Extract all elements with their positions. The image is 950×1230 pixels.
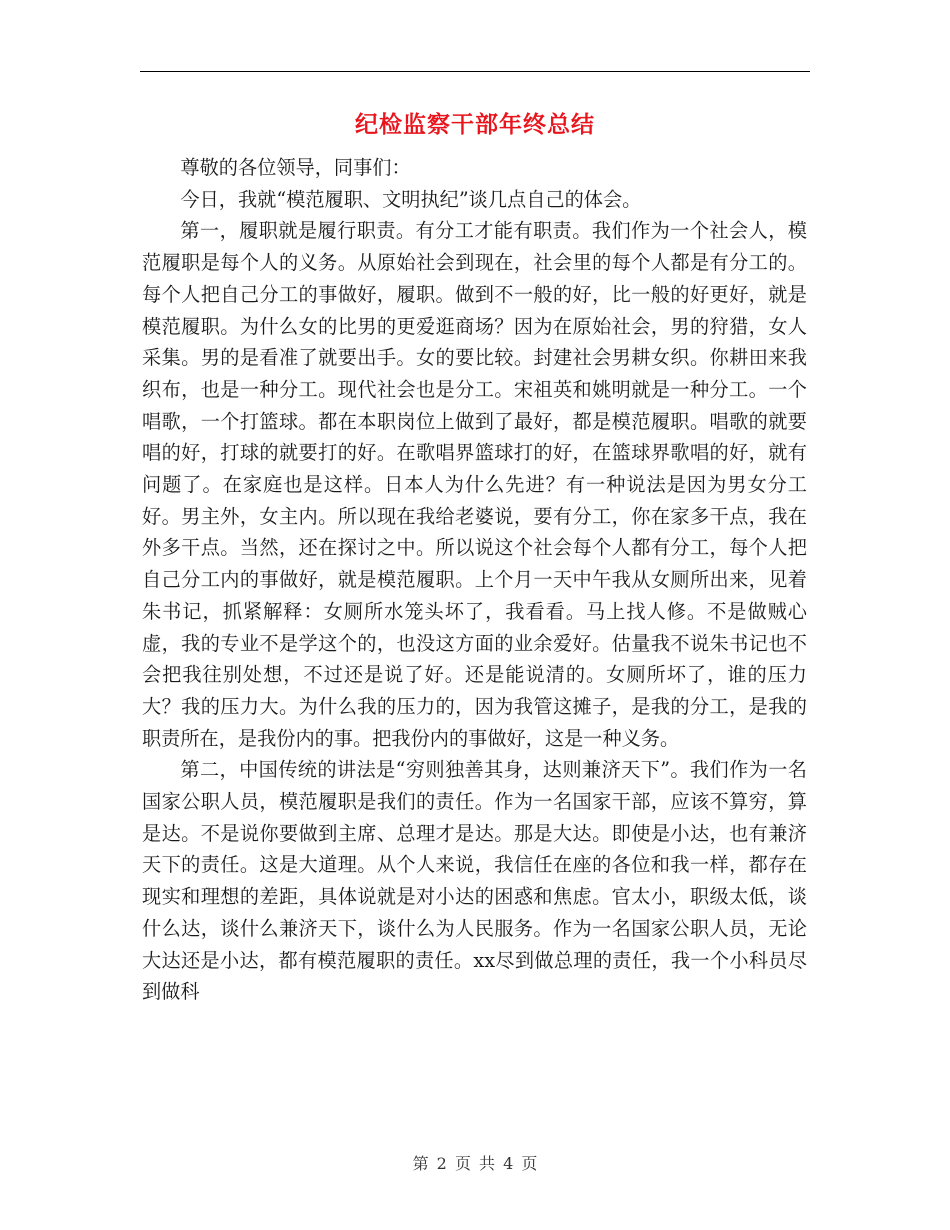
salutation-paragraph: 尊敬的各位领导，同事们： xyxy=(180,156,411,179)
point-one-paragraph: 第一，履职就是履行职责。有分工才能有职责。我们作为一个社会人，模范履职是每个人的义务。从原始社会到现在，社会里的每个人都是有分工的。每个人把自己分工的事做好，履职。做到不一般的好，比一般的好更好，就是模范履职。为什么女的比男的更爱逛商场？因为在原始社会，男的狩猎，女人采集。男的是看准了就要出手。女的要比较。封建社会男耕女织。你耕田来我织布，也是一种分工。现代社会也是分工。宋祖英和姚明就是一种分工。一个唱歌，一个打篮球。都在本职岗位上做到了最好，都是模范履职。唱歌的就要唱的好，打球的就要打的好。在歌唱界篮球打的好，在篮球界歌唱的好，就有问题了。在家庭也是这样。日本人为什么先进？有一种说法是因为男女分工好。男主外，女主内。所以现在我给老婆说，要有分工，你在家多干点，我在外多干点。当然，还在探讨之中。所以说这个社会每个人都有分工，每个人把自己分工内的事做好，就是模范履职。上个月一天中午我从女厕所出来，见着朱书记，抓紧解释：女厕所水笼头坏了，我看看。马上找人修。不是做贼心虚，我的专业不是学这个的，也没这方面的业余爱好。估量我不说朱书记也不会把我往别处想，不过还是说了好。还是能说清的。女厕所坏了，谁的压力大？我的压力大。为什么我的压力的，因为我管这摊子，是我的分工，是我的职责所在，是我份内的事。把我份内的事做好，这是一种义务。 xyxy=(142,219,807,750)
page-number-footer: 第 2 页 共 4 页 xyxy=(412,1154,538,1173)
document-title: 纪检监察干部年终总结 xyxy=(355,111,595,138)
document-body xyxy=(142,152,807,1008)
header-rule xyxy=(140,71,810,72)
point-two-paragraph: 第二，中国传统的讲法是“穷则独善其身，达则兼济天下”。我们作为一名国家公职人员，模范履职是我们的责任。作为一名国家干部，应该不算穷，算是达。不是说你要做到主席、总理才是达。那是大达。即使是小达，也有兼济天下的责任。这是大道理。从个人来说，我信任在座的各位和我一样，都存在现实和理想的差距，具体说就是对小达的困惑和焦虑。官太小，职级太低，谈什么达，谈什么兼济天下，谈什么为人民服务。作为一名国家公职人员，无论大达还是小达，都有模范履职的责任。xx尽到做总理的责任，我一个小科员尽到做科 xyxy=(142,758,807,1004)
intro-paragraph: 今日，我就“模范履职、文明执纪”谈几点自己的体会。 xyxy=(180,187,642,211)
